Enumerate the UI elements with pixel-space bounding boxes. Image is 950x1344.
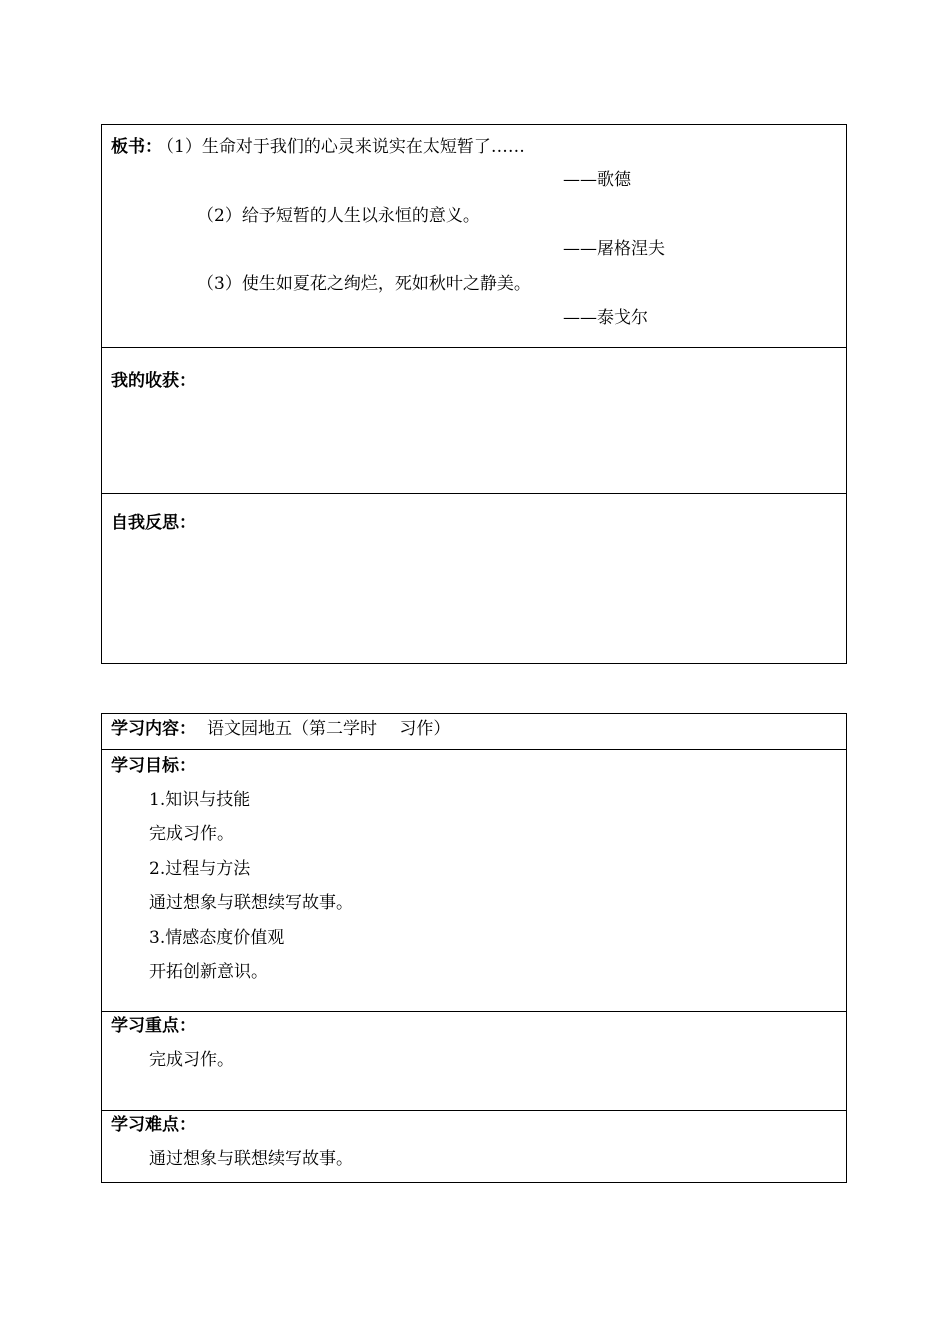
quote-1: （1）生命对于我们的心灵来说实在太短暂了…… xyxy=(157,137,525,157)
content-row xyxy=(102,714,846,750)
content-value: 语文园地五（第二学时 习作） xyxy=(207,719,451,739)
difficulty-row xyxy=(102,1111,846,1182)
goals-row xyxy=(102,750,846,1012)
goal-item: 完成习作。 xyxy=(149,824,234,844)
goals-label: 学习目标： xyxy=(111,756,196,776)
key-label: 学习重点： xyxy=(111,1016,196,1036)
content-label: 学习内容： xyxy=(111,719,196,739)
learning-table xyxy=(101,713,847,1183)
quote-3-author: ——泰戈尔 xyxy=(563,308,648,328)
key-row xyxy=(102,1012,846,1111)
quote-3: （3）使生如夏花之绚烂，死如秋叶之静美。 xyxy=(197,274,531,294)
goal-item: 2.过程与方法 xyxy=(149,859,251,879)
goal-item: 3.情感态度价值观 xyxy=(149,928,285,948)
quote-2: （2）给予短暂的人生以永恒的意义。 xyxy=(197,206,480,226)
board-table xyxy=(101,124,847,664)
difficulty-label: 学习难点： xyxy=(111,1115,196,1135)
goal-item: 通过想象与联想续写故事。 xyxy=(149,893,353,913)
reflection-label: 自我反思： xyxy=(111,513,196,533)
difficulty-value: 通过想象与联想续写故事。 xyxy=(149,1149,353,1169)
reflection-section xyxy=(102,494,846,663)
goal-item: 开拓创新意识。 xyxy=(149,962,268,982)
harvest-label: 我的收获： xyxy=(111,371,196,391)
harvest-section xyxy=(102,348,846,494)
board-label: 板书： xyxy=(111,137,162,157)
quote-1-author: ——歌德 xyxy=(563,170,631,190)
quote-2-author: ——屠格涅夫 xyxy=(563,239,665,259)
key-value: 完成习作。 xyxy=(149,1050,234,1070)
goal-item: 1.知识与技能 xyxy=(149,790,251,810)
board-section xyxy=(102,125,846,348)
